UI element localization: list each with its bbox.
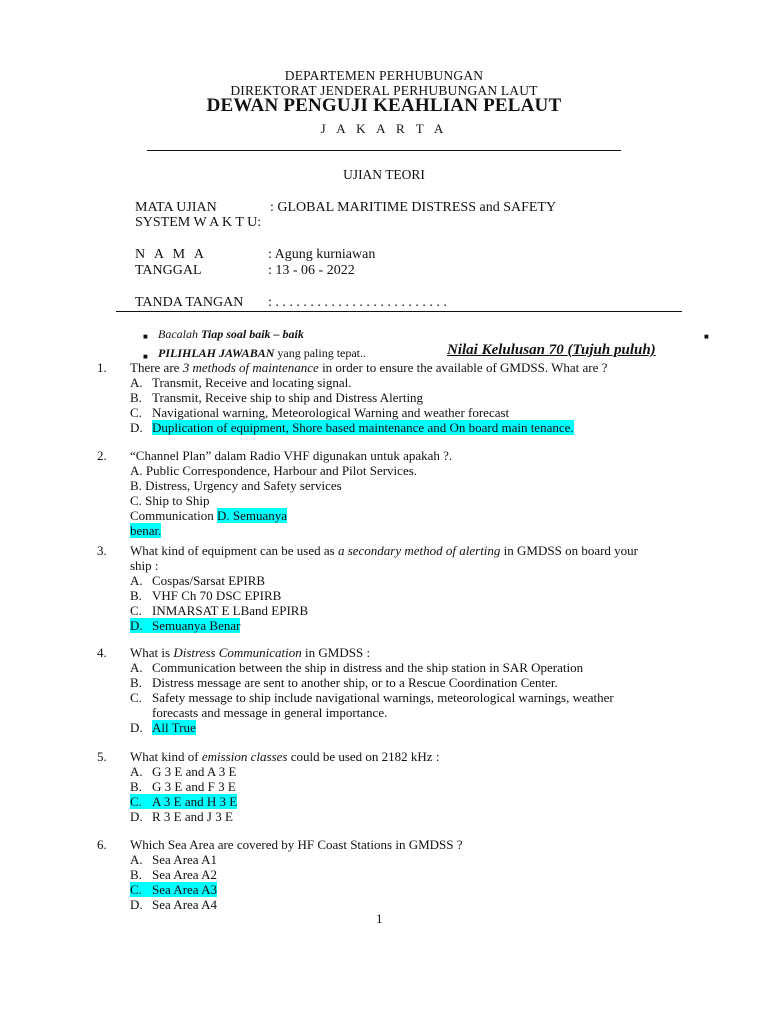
option-c: C. INMARSAT E LBand EPIRB [130,603,309,618]
option-b: B. G 3 E and F 3 E [130,779,236,794]
subject-value: : GLOBAL MARITIME DISTRESS and SAFETY [270,200,557,215]
option-c-continued: forecasts and message in general importance. [152,705,388,720]
option-d-answer: D. Semuanya Benar [130,618,241,633]
option-d-answer: D. Semuanya [217,508,288,523]
option-d-answer: D. All True [130,720,196,735]
option-a: A. Communication between the ship in distress and the ship station in SAR Operation [130,660,584,675]
question-number: 5. [97,749,107,764]
subject-label: MATA UJIAN [135,200,217,215]
question-text: There are 3 methods of maintenance in order to ensure the available of GMDSS. What are ? [130,360,608,375]
sign-value: : . . . . . . . . . . . . . . . . . . . . . . . . . [268,295,447,310]
page-number: 1 [376,911,383,926]
option-d-continued: benar. [130,523,162,538]
date-value: : 13 - 06 - 2022 [268,263,355,278]
name-value: : Agung kurniawan [268,247,376,262]
option-d: D. R 3 E and J 3 E [130,809,233,824]
option-d-answer: D. Duplication of equipment, Shore based maintenance and On board main tenance. [130,420,574,435]
question-text: What kind of equipment can be used as a secondary method of alerting in GMDSS on board your [130,543,639,558]
option-b: B. VHF Ch 70 DSC EPIRB [130,588,282,603]
bullet-icon: ■ [143,332,148,341]
option-b: B. Transmit, Receive ship to ship and Distress Alerting [130,390,424,405]
header-directorate: DIREKTORAT JENDERAL PERHUBUNGAN LAUT [230,83,538,98]
option-a: A. Public Correspondence, Harbour and Pilot Services. [130,463,418,478]
option-a: A. Cospas/Sarsat EPIRB [130,573,266,588]
question-text: Which Sea Area are covered by HF Coast Stations in GMDSS ? [130,837,463,852]
option-c: C. Navigational warning, Meteorological Warning and weather forecast [130,405,510,420]
header-department: DEPARTEMEN PERHUBUNGAN [284,68,484,83]
bullet-icon: ■ [704,332,709,341]
question-number: 3. [97,543,107,558]
header-title: DEWAN PENGUJI KEAHLIAN PELAUT [206,95,562,116]
header-city: J A K A R T A [320,121,448,136]
question-number: 1. [97,360,107,375]
question-text-continued: ship : [130,558,159,573]
bullet-icon: ■ [143,352,148,361]
option-b: B. Distress, Urgency and Safety services [130,478,342,493]
question-number: 6. [97,837,107,852]
time-label: SYSTEM W A K T U: [135,215,262,230]
question-text: What is Distress Communication in GMDSS : [130,645,371,660]
option-a: A. G 3 E and A 3 E [130,764,237,779]
date-label: TANGGAL [135,263,202,278]
option-a: A. Transmit, Receive and locating signal. [130,375,352,390]
header-divider [147,150,621,151]
option-c: C. Ship to Ship [130,493,210,508]
pass-score: Nilai Kelulusan 70 (Tujuh puluh) [447,342,656,358]
option-a: A. Sea Area A1 [130,852,217,867]
sign-label: TANDA TANGAN [135,295,244,310]
option-c-continued: Communication D. Semuanya [130,508,288,523]
option-b: B. Distress message are sent to another ship, or to a Rescue Coordination Center. [130,675,558,690]
instruction-read: Bacalah Tiap soal baik – baik [158,327,304,341]
option-c: C. Safety message to ship include navigational warnings, meteorological warnings, weather [130,690,614,705]
question-text: “Channel Plan” dalam Radio VHF digunakan untuk apakah ?. [130,448,453,463]
info-divider [116,311,682,312]
question-number: 2. [97,448,107,463]
option-b: B. Sea Area A2 [130,867,217,882]
exam-type: UJIAN TEORI [343,167,425,182]
option-d: D. Sea Area A4 [130,897,217,912]
name-label: N A M A [135,247,207,262]
option-c-answer: C. A 3 E and H 3 E [130,794,238,809]
question-text: What kind of emission classes could be used on 2182 kHz : [130,749,440,764]
option-c-answer: C. Sea Area A3 [130,882,217,897]
question-number: 4. [97,645,107,660]
instruction-choose: PILIHLAH JAWABAN yang paling tepat.. [158,346,367,360]
